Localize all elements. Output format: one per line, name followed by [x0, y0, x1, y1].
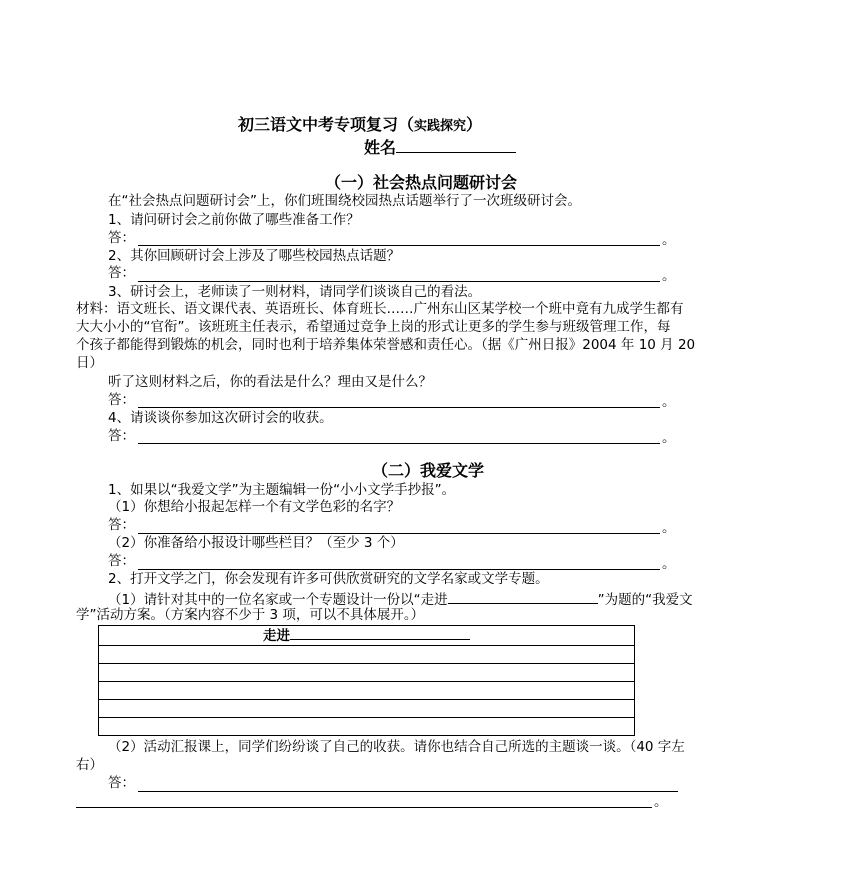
table-head-cell: [99, 626, 635, 646]
activity-plan-table: [98, 625, 635, 736]
q2-1-text-a: （1）请针对其中的一位名家或一个专题设计一份以“走进: [108, 592, 448, 608]
name-label: 姓名: [364, 138, 397, 157]
material-line-4: 日）: [76, 355, 103, 371]
table-head-blank[interactable]: [290, 626, 470, 640]
answer-period: 。: [662, 430, 676, 446]
answer-label: 答：: [108, 265, 135, 281]
section1-q3-prompt: 听了这则材料之后，你的看法是什么？理由又是什么？: [108, 374, 432, 390]
answer-line-q3[interactable]: [138, 407, 660, 408]
answer-label: 答：: [108, 428, 135, 444]
section2-heading: （二）我爱文学: [372, 461, 485, 480]
table-row: [99, 664, 635, 682]
table-row: [99, 626, 635, 646]
answer-line-q1[interactable]: [138, 245, 660, 246]
answer-period: 。: [654, 794, 668, 810]
section2-q2: 2、打开文学之门，你会发现有许多可供欣赏研究的文学名家或文学专题。: [108, 571, 549, 587]
answer-label: 答：: [108, 517, 135, 533]
answer-line-columns[interactable]: [138, 569, 660, 570]
section1-heading: （一）社会热点问题研讨会: [325, 173, 518, 192]
material-line-1: 材料：语文班长、语文课代表、英语班长、体育班长……广州东山区某学校一个班中竟有九成学生都有: [76, 301, 684, 317]
title-main: 初三语文中考专项复习（: [238, 115, 415, 134]
plan-item-cell[interactable]: [99, 682, 635, 700]
table-row: [99, 682, 635, 700]
section2-q1-1: （1）你想给小报起怎样一个有文学色彩的名字？: [108, 499, 401, 515]
answer-line-q2[interactable]: [138, 281, 660, 282]
section2-q2-1-cont: 学”活动方案。（方案内容不少于 3 项，可以不具体展开。）: [76, 607, 425, 623]
section1-intro: 在“社会热点问题研讨会”上，你们班围绕校园热点话题举行了一次班级研讨会。: [108, 193, 581, 209]
name-field: [364, 138, 516, 156]
table-row: [99, 700, 635, 718]
plan-item-cell[interactable]: [99, 718, 635, 736]
section1-q4: 4、请谈谈你参加这次研讨会的收获。: [108, 410, 333, 426]
table-row: [99, 718, 635, 736]
answer-label: 答：: [108, 775, 135, 791]
answer-line-q4[interactable]: [138, 443, 660, 444]
q2-1-text-b: ”为题的“我爱文: [597, 592, 693, 608]
answer-line-harvest-2[interactable]: [76, 807, 652, 808]
section2-q2-2-cont: 右）: [76, 757, 103, 773]
table-head-label: 走进: [263, 628, 290, 644]
answer-period: 。: [662, 520, 676, 536]
answer-period: 。: [662, 556, 676, 572]
answer-period: 。: [662, 268, 676, 284]
section2-q2-2: （2）活动汇报课上，同学们纷纷谈了自己的收获。请你也结合自己所选的主题谈一谈。（40 字左: [108, 739, 685, 755]
plan-item-cell[interactable]: [99, 700, 635, 718]
section2-q1: 1、如果以“我爱文学”为主题编辑一份“小小文学手抄报”。: [108, 482, 456, 498]
material-line-3: 个孩子都能得到锻炼的机会，同时也利于培养集体荣誉感和责任心。（据《广州日报》2004 年 10 月 20: [76, 337, 696, 353]
answer-label: 答：: [108, 230, 135, 246]
answer-period: 。: [662, 394, 676, 410]
answer-label: 答：: [108, 392, 135, 408]
section2-q1-2: （2）你准备给小报设计哪些栏目？（至少 3 个）: [108, 535, 404, 551]
title-close: ）: [466, 115, 483, 134]
section1-q1: 1、请问研讨会之前你做了哪些准备工作？: [108, 212, 360, 228]
page-title: [238, 116, 482, 135]
plan-item-cell[interactable]: [99, 646, 635, 664]
topic-blank[interactable]: [448, 589, 598, 604]
answer-line-harvest-1[interactable]: [138, 791, 678, 792]
material-line-2: 大大小小的“官衔”。该班班主任表示，希望通过竞争上岗的形式让更多的学生参与班级管理工作，每: [76, 319, 671, 335]
name-blank[interactable]: [396, 138, 516, 153]
section1-q2: 2、其你回顾研讨会上涉及了哪些校园热点话题？: [108, 248, 401, 264]
plan-item-cell[interactable]: [99, 664, 635, 682]
section2-q2-1: [108, 589, 693, 609]
answer-label: 答：: [108, 553, 135, 569]
answer-line-name[interactable]: [138, 533, 660, 534]
section1-q3: 3、研讨会上，老师读了一则材料，请同学们谈谈自己的看法。: [108, 284, 482, 300]
table-row: [99, 646, 635, 664]
answer-period: 。: [662, 232, 676, 248]
title-subtitle: 实践探究: [414, 119, 467, 134]
